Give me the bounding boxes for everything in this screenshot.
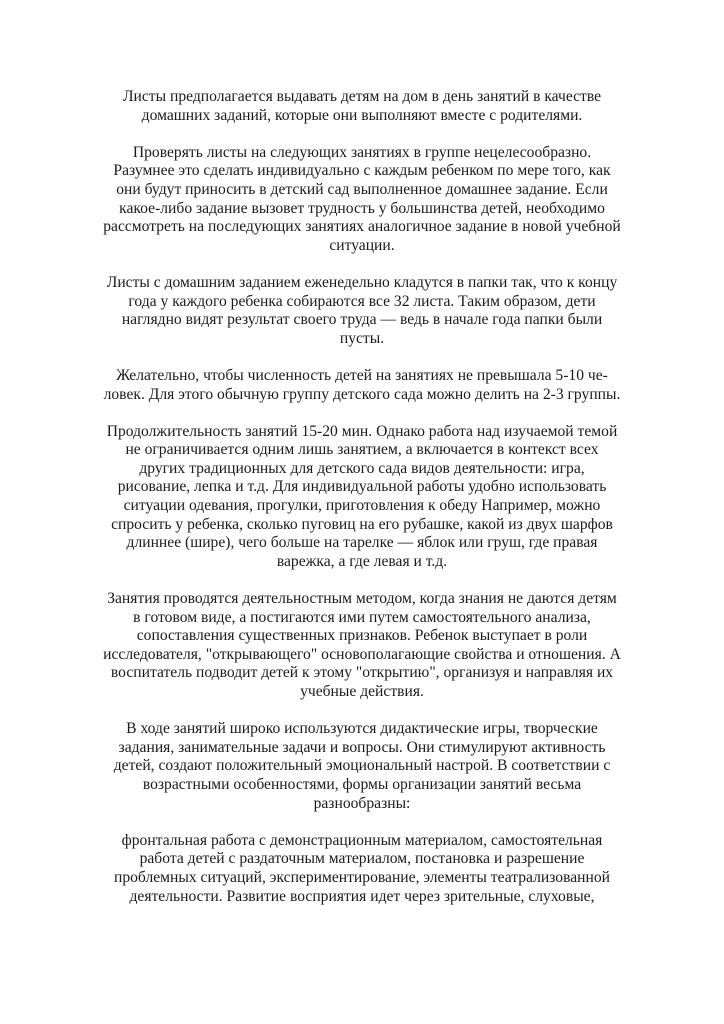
text-line: наглядно видят результат своего труда — ведь в начале года папки были bbox=[121, 311, 603, 329]
text-line: пусты. bbox=[339, 329, 385, 347]
text-line: проблемных ситуаций, экспериментирование, элементы театрализованной bbox=[113, 868, 611, 886]
text-line: работа детей с раздаточным материалом, постановка и разрешение bbox=[139, 850, 585, 868]
text-line: задания, занимательные задачи и вопросы. Они стимулируют активность bbox=[118, 738, 606, 756]
text-line: Разумнее это сделать индивидуально с каждым ребенком по мере того, как bbox=[113, 162, 611, 180]
text-line: Проверять листы на следующих занятиях в группе нецелесообразно. bbox=[132, 143, 592, 161]
text-line: В ходе занятий широко используются дидактические игры, творческие bbox=[126, 720, 598, 738]
text-line: они будут приносить в детский сад выполненное домашнее задание. Если bbox=[116, 180, 608, 198]
paragraph bbox=[0, 423, 724, 572]
text-line: Продолжительность занятий 15-20 мин. Однако работа над изучаемой темой bbox=[106, 422, 618, 440]
text-line: детей, создают положительный эмоциональный настрой. В соответствии с bbox=[113, 757, 611, 775]
text-line: разнообразны: bbox=[313, 794, 411, 812]
text-line: рассмотреть на последующих занятиях аналогичное задание в новой учебной bbox=[103, 218, 621, 236]
paragraph bbox=[0, 367, 724, 404]
text-line: сопоставления существенных признаков. Ребенок выступает в роли bbox=[136, 627, 588, 645]
text-line: фронтальная работа с демонстрационным материалом, самостоятельная bbox=[121, 831, 603, 849]
text-line: домашних заданий, которые они выполняют вместе с родителями. bbox=[141, 106, 583, 124]
paragraph bbox=[0, 720, 724, 813]
paragraph bbox=[0, 832, 724, 906]
text-line: деятельности. Развитие восприятия идет через зрительные, слуховые, bbox=[129, 887, 595, 905]
document-page bbox=[0, 88, 724, 925]
text-line: в готовом виде, а постигаются ими путем самостоятельного анализа, bbox=[133, 608, 591, 626]
text-line: длиннее (шире), чего больше на тарелке — яблок или груш, где правая bbox=[126, 534, 598, 552]
text-line: варежка, а где левая и т.д. bbox=[276, 552, 448, 570]
text-line: возрастными особенностями, формы организации занятий весьма bbox=[142, 775, 582, 793]
text-line: воспитатель подводит детей к этому "открытию", организуя и направляя их bbox=[110, 664, 614, 682]
paragraph bbox=[0, 144, 724, 256]
text-line: рисование, лепка и т.д. Для индивидуальной работы удобно использовать bbox=[117, 478, 607, 496]
paragraph bbox=[0, 590, 724, 702]
text-line: ловек. Для этого обычную группу детского сада можно делить на 2-3 группы. bbox=[103, 385, 621, 403]
paragraph bbox=[0, 88, 724, 125]
text-line: учебные действия. bbox=[300, 683, 424, 700]
text-line: Занятия проводятся деятельностным методом, когда знания не даются детям bbox=[107, 590, 617, 608]
text-line: ситуации одевания, прогулки, приготовления к обеду Например, можно bbox=[123, 497, 601, 515]
text-line: спросить у ребенка, сколько пуговиц на его рубашке, какой из двух шарфов bbox=[111, 515, 613, 533]
text-line: Желательно, чтобы численность детей на занятиях не превышала 5-10 че- bbox=[116, 366, 608, 384]
text-line: Листы предполагается выдавать детям на дом в день занятий в качестве bbox=[122, 88, 602, 105]
text-line: исследователя, "открывающего" основополагающие свойства и отношения. А bbox=[103, 645, 621, 663]
paragraph bbox=[0, 274, 724, 348]
text-line: других традиционных для детского сада видов деятельности: игра, bbox=[139, 459, 585, 477]
text-line: Листы с домашним заданием еженедельно кладутся в папки так, что к концу bbox=[106, 273, 618, 291]
text-line: ситуации. bbox=[329, 236, 395, 254]
text-line: года у каждого ребенка собираются все 32 листа. Таким образом, дети bbox=[128, 292, 596, 310]
text-line: не ограничивается одним лишь занятием, а включается в контекст всех bbox=[125, 441, 599, 459]
text-line: какое-либо задание вызовет трудность у большинства детей, необходимо bbox=[119, 199, 605, 217]
